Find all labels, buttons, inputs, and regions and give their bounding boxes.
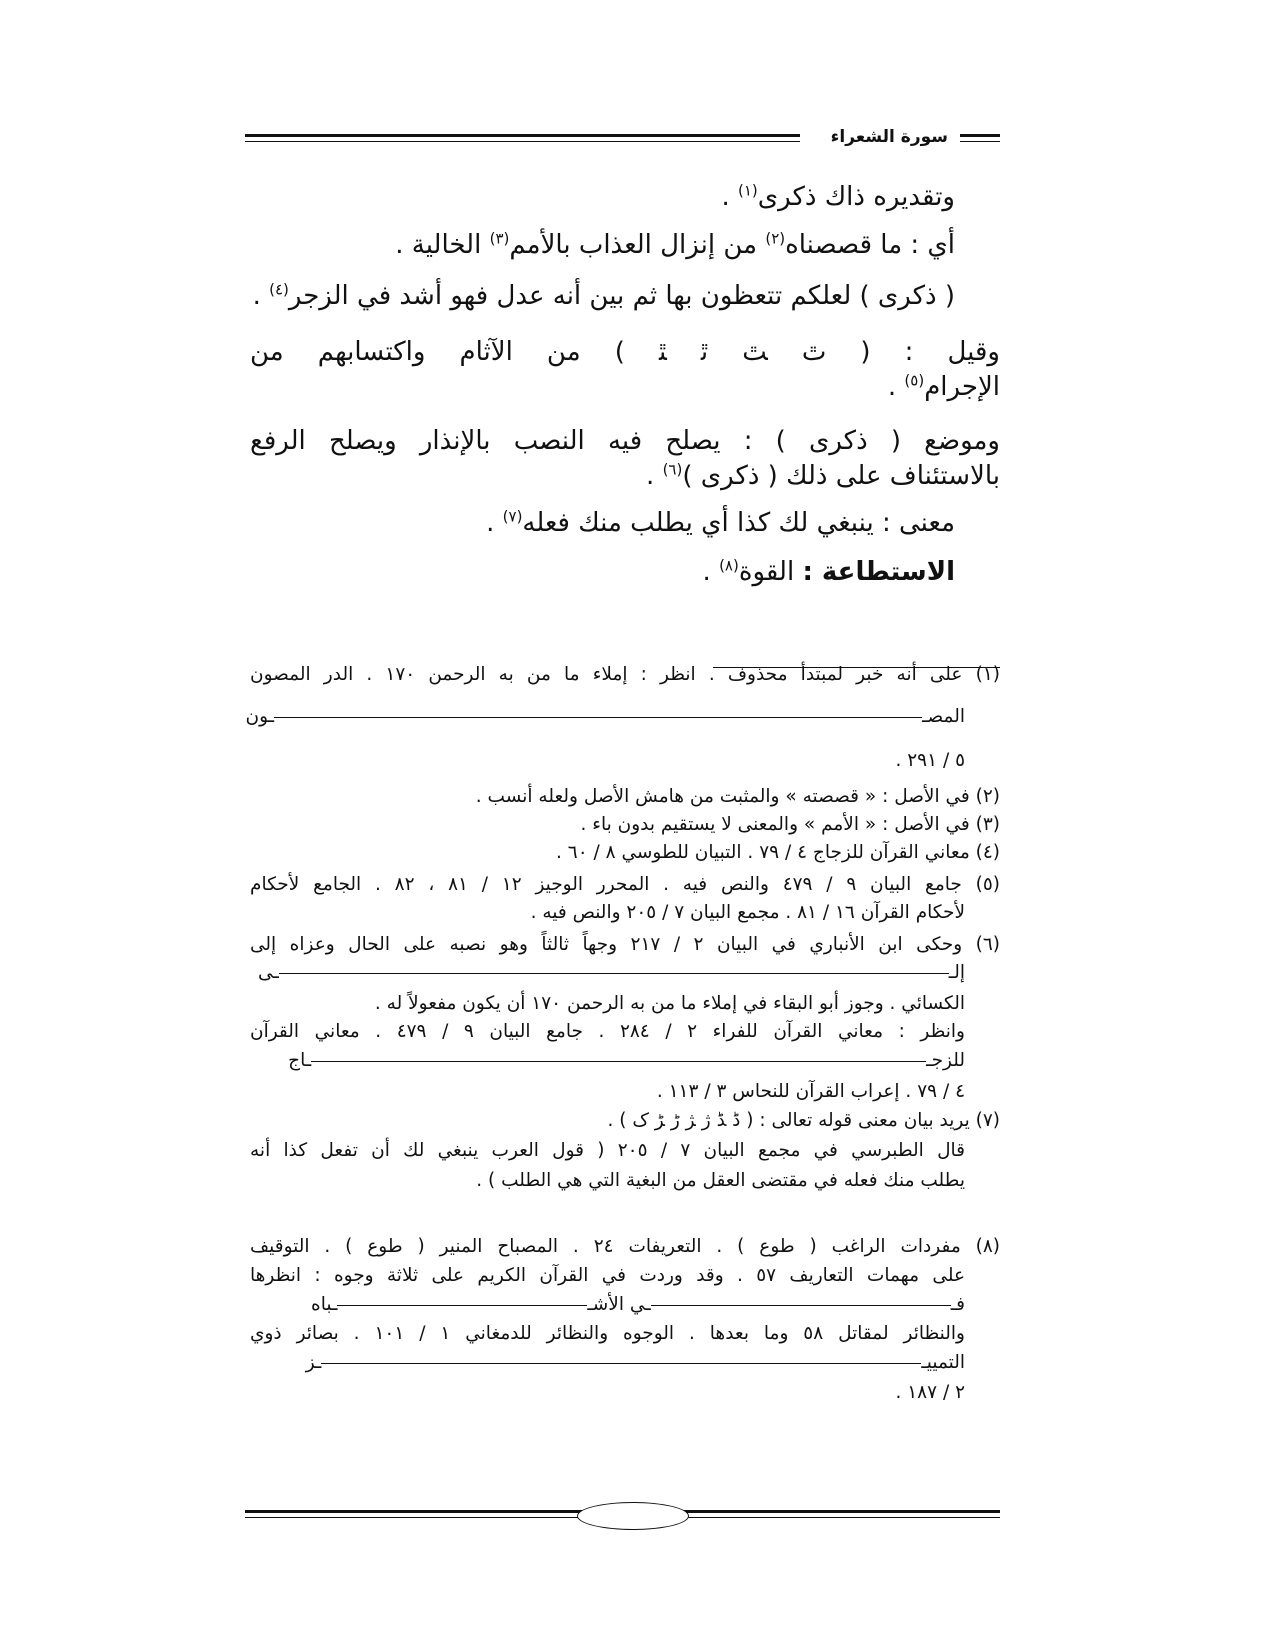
footnote-3: (٣) في الأصل : « الأمم » والمعنى لا يستقيم بدون باء . <box>580 814 1000 835</box>
text-line-3: ( ذكرى ) لعلكم تتعظون بها ثم بين أنه عدل فهو أشد في الزجر$^{(٤)}$ . <box>252 280 955 311</box>
footnote-4: (٤) معاني القرآن للزجاج ٤ / ٧٩ . التبيان للطوسي ٨ / ٦٠ . <box>556 842 1000 863</box>
text-line-9: الاستطاعة : القوة$^{(٨)}$ . <box>702 556 955 587</box>
footnote-8-line-4: والنظائر لمقاتل ٥٨ وما بعدها . الوجوه والنظائر للدمغاني ١ / ١٠١ . بصائر ذوي <box>250 1323 965 1344</box>
footnote-8-line-2: على مهمات التعاريف ٥٧ . وقد وردت في القرآن الكريم على ثلاثة وجوه : انظرها <box>250 1265 965 1286</box>
footer-rule-left-thin <box>245 1517 585 1518</box>
footnote-6-line-3: الكسائي . وجوز أبو البقاء في إملاء ما من به الرحمن ١٧٠ أن يكون مفعولاً له . <box>374 993 965 1014</box>
header-rule-left-thin <box>245 141 800 142</box>
footer-page-oval <box>577 1502 689 1530</box>
footnote-6-line-4: وانظر : معاني القرآن للفراء ٢ / ٢٨٤ . جامع البيان ٩ / ٤٧٩ . معاني القرآن <box>250 1021 965 1042</box>
footnote-5-line-2: لأحكام القرآن ١٦ / ٨١ . مجمع البيان ٧ / ٢٠٥ والنص فيه . <box>530 902 965 923</box>
footnote-6-line-6: ٤ / ٧٩ . إعراب القرآن للنحاس ٣ / ١١٣ . <box>656 1081 965 1102</box>
footnote-8-line-3: فــي الأشــباه <box>311 1294 965 1315</box>
footnote-6-line-1: (٦) وحكى ابن الأنباري في البيان ٢ / ٢١٧ وجهاً ثالثاً وهو نصبه على الحال وعزاه إلى <box>250 934 1001 955</box>
footnote-1-line-3: ٥ / ٢٩١ . <box>895 750 965 771</box>
header-rule-right-thin <box>960 141 1000 142</box>
header-rule-left <box>245 134 800 137</box>
text-line-8: معنى : ينبغي لك كذا أي يطلب منك فعله$^{(٧)}$ . <box>486 507 955 538</box>
text-line-4: وقيل : ( ﭢ ﭣ ﭤ ﭥ ) من الآثام واكتسابهم من <box>250 337 1000 367</box>
footnote-7-line-3: يطلب منك فعله في مقتضى العقل من البغية التي هي الطلب ) . <box>476 1170 965 1191</box>
footnote-8-line-6: ٢ / ١٨٧ . <box>895 1382 965 1403</box>
footnote-7-line-2: قال الطبرسي في مجمع البيان ٧ / ٢٠٥ ( قول العرب ينبغي لك أن تفعل كذا أنه <box>250 1140 966 1161</box>
page-footer-ornament <box>245 1500 1000 1530</box>
footnote-6-line-5: للزجــاج <box>288 1050 965 1071</box>
footer-rule-right <box>679 1510 1000 1513</box>
footer-rule-right-thin <box>679 1517 1000 1518</box>
header-rule-right <box>960 134 1000 137</box>
running-header <box>245 127 1000 155</box>
footnote-7-line-1: (٧) يريد بيان معنى قوله تعالى : ( ﮈ ﮉ ﮊ ﮋ ﮌ ﮍ ﮎ ) . <box>607 1110 1000 1131</box>
footnote-1-line-1: (١) على أنه خبر لمبتدأ محذوف . انظر : إملاء ما من به الرحمن ١٧٠ . الدر المصون <box>250 664 1000 685</box>
footer-rule-left <box>245 1510 585 1513</box>
text-line-2: أي : ما قصصناه$^{(٢)}$ من إنزال العذاب بالأمم$^{(٣)}$ الخالية . <box>395 229 955 260</box>
footnote-6-line-2: إلــى <box>257 962 965 983</box>
footnote-2: (٢) في الأصل : « قصصته » والمثبت من هامش الأصل ولعله أنسب . <box>475 786 1000 807</box>
text-line-7: بالاستئناف على ذلك ( ذكرى )$^{(٦)}$ . <box>646 460 1000 491</box>
text-line-6: وموضع ( ذكرى ) : يصلح فيه النصب بالإنذار ويصلح الرفع <box>250 426 1000 456</box>
footnote-1-line-2: المصــون <box>245 706 965 727</box>
footnote-8-line-1: (٨) مفردات الراغب ( طوع ) . التعريفات ٢٤ . المصباح المنير ( طوع ) . التوقيف <box>250 1236 1001 1257</box>
footnote-8-line-5: التمييــز <box>305 1352 965 1373</box>
header-title: سورة الشعراء <box>830 127 948 147</box>
footnote-5-line-1: (٥) جامع البيان ٩ / ٤٧٩ والنص فيه . المحرر الوجيز ١٢ / ٨١ ، ٨٢ . الجامع لأحكام <box>250 874 1000 895</box>
text-line-5: الإجرام$^{(٥)}$ . <box>887 371 1000 402</box>
text-line-1: وتقديره ذاك ذكرى$^{(١)}$ . <box>721 181 955 212</box>
